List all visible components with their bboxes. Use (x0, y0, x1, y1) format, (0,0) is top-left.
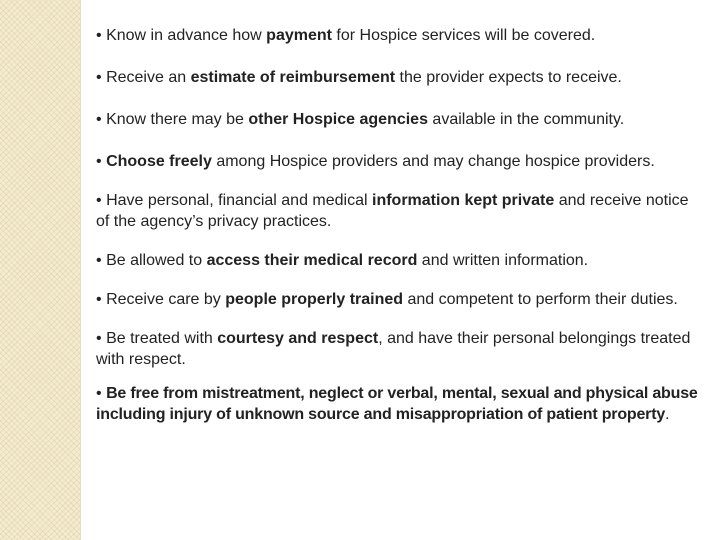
item-text: Know there may be (106, 111, 249, 128)
item-emphasis: Be free from mistreatment, neglect or verbal, mental, sexual and physical abuse including injury of unknown source and misappropriation of patient property (96, 385, 698, 423)
item-text: and written information. (417, 252, 589, 269)
item-text: the provider expects to receive. (395, 69, 622, 86)
list-item (96, 289, 706, 310)
item-text: . (665, 406, 670, 423)
item-emphasis: information kept private (372, 192, 555, 209)
bullet-icon: • (96, 192, 102, 209)
item-text: Receive care by (106, 291, 226, 308)
bullet-icon: • (96, 111, 102, 128)
item-text: Be treated with (106, 330, 218, 347)
bullet-icon: • (96, 330, 102, 347)
bullet-icon: • (96, 27, 102, 44)
list-item (96, 328, 706, 370)
item-text: available in the community. (427, 111, 625, 128)
item-emphasis: people properly trained (225, 291, 404, 308)
item-emphasis: estimate of reimbursement (190, 69, 396, 86)
list-item (96, 383, 706, 425)
item-text: and competent to perform their duties. (403, 291, 678, 308)
item-text: and receive notice of the agency’s privacy practices. (96, 192, 689, 230)
rights-list (96, 25, 706, 425)
item-emphasis: payment (266, 27, 332, 44)
bullet-icon: • (96, 252, 102, 269)
item-emphasis: Choose freely (106, 153, 212, 170)
bullet-icon: • (96, 69, 102, 86)
list-item (96, 67, 706, 88)
item-emphasis: courtesy and respect (217, 330, 379, 347)
item-text: Be allowed to (106, 252, 207, 269)
item-text: for Hospice services will be covered. (331, 27, 596, 44)
bullet-icon: • (96, 385, 102, 402)
item-text: , and have their personal belongings treated with respect. (96, 330, 691, 368)
item-text: Have personal, financial and medical (106, 192, 372, 209)
item-emphasis: access their medical record (206, 252, 418, 269)
bullet-icon: • (96, 153, 102, 170)
list-item (96, 151, 706, 172)
side-panel-divider (80, 0, 81, 540)
item-text: among Hospice providers and may change hospice providers. (211, 153, 655, 170)
list-item (96, 250, 706, 271)
list-item (96, 25, 706, 46)
item-text: Receive an (106, 69, 191, 86)
list-item (96, 190, 706, 232)
item-text: Know in advance how (106, 27, 267, 44)
item-emphasis: other Hospice agencies (248, 111, 428, 128)
list-item (96, 109, 706, 130)
bullet-icon: • (96, 291, 102, 308)
decorative-side-panel (0, 0, 80, 540)
